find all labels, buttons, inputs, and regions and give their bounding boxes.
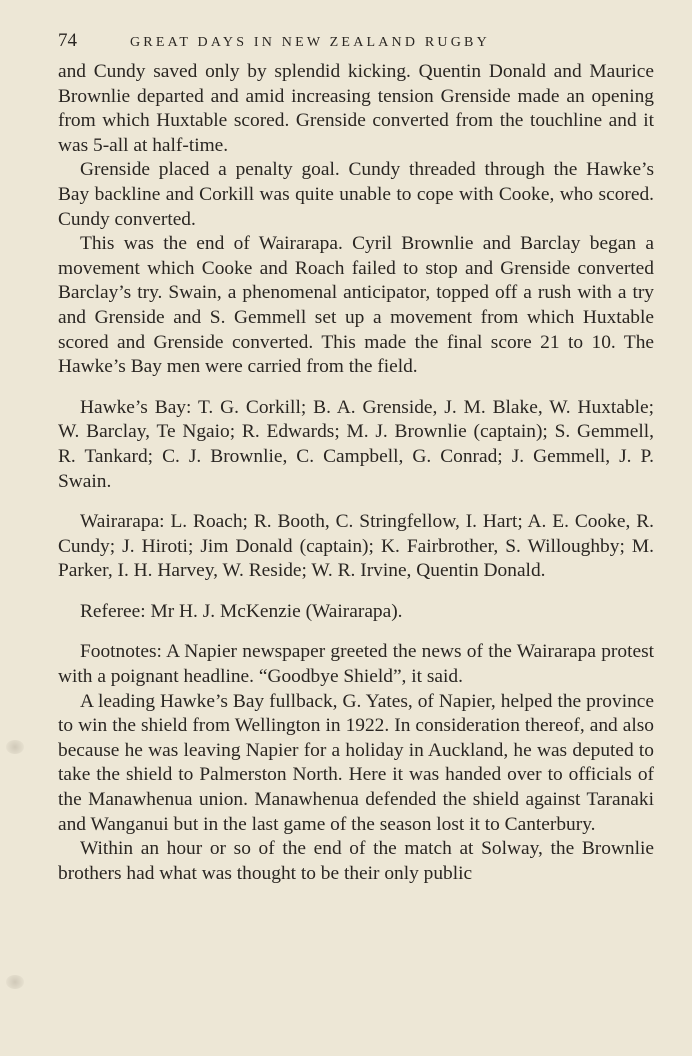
paragraph-half-time: and Cundy saved only by splendid kicking. Quentin Donald and Maurice Brownlie departed and amid increasing tension Grenside made an opening from which Huxtable scored. Grenside converted from the touchline and it was 5-all at half-time. <box>58 61 654 156</box>
paragraph-penalty-goal: Grenside placed a penalty goal. Cundy threaded through the Hawke’s Bay backline and Corkill was quite unable to cope with Cooke, who scored. Cundy converted. <box>58 159 654 230</box>
paragraph-yates: A leading Hawke’s Bay fullback, G. Yates, of Napier, helped the province to win the shield from Wellington in 1922. In consideration thereof, and also because he was leaving Napier for a holiday in Auckland, he was deputed to take the shield to Palmerston North. Here it was handed over to officials of the Manawhenua union. Manawhenua defended the shield against Taranaki and Wanganui but in the last game of the season lost it to Canterbury. <box>58 690 654 835</box>
body-text <box>58 60 654 886</box>
running-head: GREAT DAYS IN NEW ZEALAND RUGBY <box>130 35 490 50</box>
page-number: 74 <box>58 30 77 51</box>
paragraph-solway: Within an hour or so of the end of the match at Solway, the Brownlie brothers had what was thought to be their only public <box>58 838 654 884</box>
team-list-wairarapa: Wairarapa: L. Roach; R. Booth, C. Stringfellow, I. Hart; A. E. Cooke, R. Cundy; J. Hiroti; Jim Donald (captain); K. Fairbrother, S. Willoughby; M. Parker, I. H. Harvey, W. Reside; W. R. Irvine, Quentin Donald. <box>58 511 654 582</box>
team-list-hawkes-bay: Hawke’s Bay: T. G. Corkill; B. A. Grenside, J. M. Blake, W. Huxtable; W. Barclay, Te Ngaio; R. Edwards; M. J. Brownlie (captain); S. Gemmell, R. Tankard; C. J. Brownlie, C. Campbell, G. Conrad; J. Gemmell, J. P. Swain. <box>58 396 654 492</box>
paper-smudge <box>6 740 24 754</box>
paragraph-footnotes: Footnotes: A Napier newspaper greeted the news of the Wairarapa protest with a poignant headline. “Goodbye Shield”, it said. <box>58 641 654 688</box>
page-header <box>58 30 654 60</box>
referee-line: Referee: Mr H. J. McKenzie (Wairarapa). <box>80 600 403 622</box>
paper-smudge <box>6 975 24 989</box>
paragraph-end-of-wairarapa: This was the end of Wairarapa. Cyril Brownlie and Barclay began a movement which Cooke and Roach failed to stop and Grenside converted Barclay’s try. Swain, a phenomenal anticipator, topped off a rush with a try and Grenside and S. Gemmell set up a movement from which Huxtable scored and Grenside converted. This made the final score 21 to 10. The Hawke’s Bay men were carried from the field. <box>58 233 654 378</box>
